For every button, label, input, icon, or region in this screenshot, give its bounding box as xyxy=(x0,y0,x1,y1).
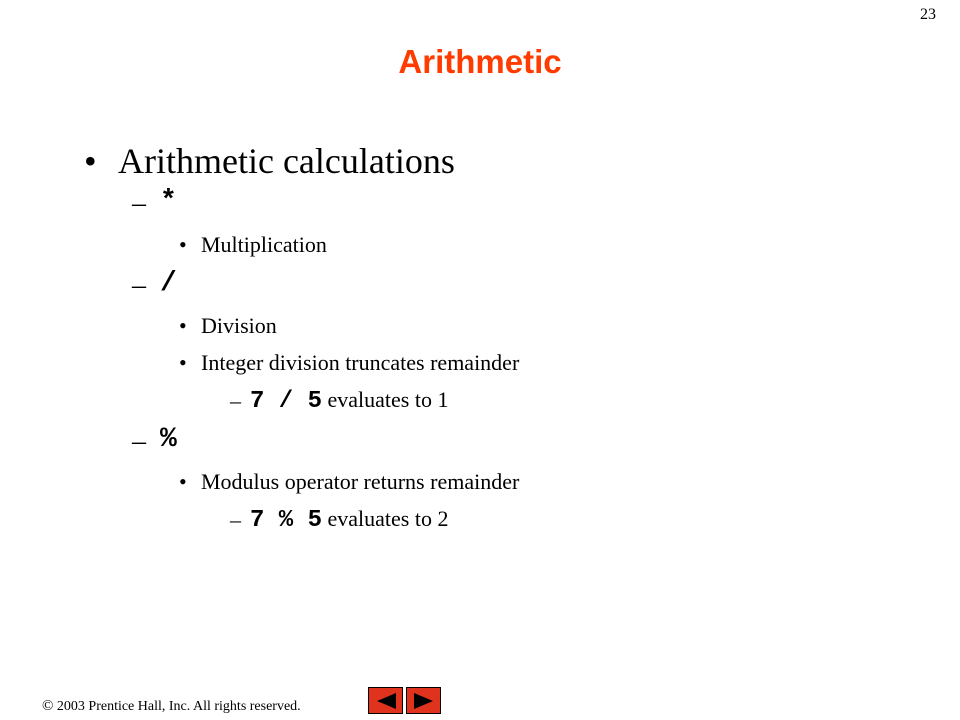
modulus-example xyxy=(250,506,448,534)
bullet-integer-division: Integer division truncates remainder xyxy=(201,350,520,375)
bullet-marker: • xyxy=(179,469,187,494)
bullet-marker: • xyxy=(84,141,97,181)
copyright-footer xyxy=(42,698,301,715)
operator-multiply: * xyxy=(160,186,177,217)
dash-marker: – xyxy=(132,426,146,457)
bullet-arithmetic-calculations: Arithmetic calculations xyxy=(118,141,455,181)
division-example-code: 7 / 5 xyxy=(250,388,323,415)
next-slide-button[interactable] xyxy=(406,687,441,714)
dash-marker: – xyxy=(230,388,241,413)
previous-slide-button[interactable] xyxy=(368,687,403,714)
copyright-symbol: © xyxy=(42,698,54,714)
division-example xyxy=(250,387,448,415)
slide-title: Arithmetic xyxy=(398,43,562,80)
bullet-marker: • xyxy=(179,232,187,257)
bullet-multiplication: Multiplication xyxy=(201,232,327,257)
bullet-modulus: Modulus operator returns remainder xyxy=(201,469,520,494)
modulus-example-text: evaluates to 2 xyxy=(322,506,449,531)
dash-marker: – xyxy=(230,507,241,532)
bullet-division: Division xyxy=(201,313,277,338)
division-example-text: evaluates to 1 xyxy=(322,387,449,412)
page-number: 23 xyxy=(920,6,936,23)
modulus-example-code: 7 % 5 xyxy=(250,507,323,534)
dash-marker: – xyxy=(132,270,146,301)
bullet-marker: • xyxy=(179,313,187,338)
operator-divide: / xyxy=(160,268,177,299)
dash-marker: – xyxy=(132,188,146,219)
operator-modulus: % xyxy=(160,424,177,455)
right-arrow-icon xyxy=(412,691,436,711)
bullet-marker: • xyxy=(179,350,187,375)
copyright-text: 2003 Prentice Hall, Inc. All rights reserved. xyxy=(56,699,301,714)
left-arrow-icon xyxy=(374,691,398,711)
